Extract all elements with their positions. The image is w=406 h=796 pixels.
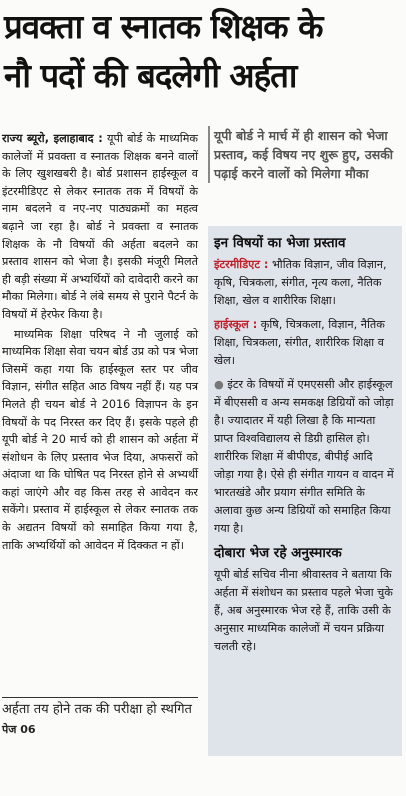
- body-paragraph-1-text: यूपी बोर्ड के माध्यमिक कालेजों में प्रवक्ता व स्नातक शिक्षक बनने वालों के लिए खुशखबरी है। बोर्ड प्रशासन हाईस्कूल व इंटरमीडिएट से लेकर स्नातक तक में विषयों के नाम बदलने व नए-नए पाठ्यक्रमों का महत्व बढ़ाने जा रहा है। बोर्ड ने प्रवक्ता व स्नातक शिक्षक के नौ विषयों की अर्हता बदलने का प्रस्ताव शासन को भेजा है। इसकी मंजूरी मिलते ही बड़ी संख्या में अभ्यर्थियों को दावेदारी करने का मौका मिलेगा। बोर्ड ने लंबे समय से पुराने पैटर्न के विषयों में हेरफेर किया है।: [2, 132, 198, 321]
- intermediate-text: भौतिक विज्ञान, जीव विज्ञान, कृषि, चित्रकला, संगीत, नृत्य कला, नैतिक शिक्षा, खेल व शारीरिक शिक्षा।: [214, 258, 387, 307]
- highschool-text: कृषि, चित्रकला, विज्ञान, नैतिक शिक्षा, चित्रकला, संगीत, शारीरिक शिक्षा व खेल।: [214, 318, 385, 367]
- highschool-label: हाईस्कूल :: [214, 318, 258, 331]
- highschool-subjects: [214, 316, 396, 370]
- teaser[interactable]: [2, 697, 198, 740]
- deck: यूपी बोर्ड ने मार्च में ही शासन को भेजा प्रस्ताव, कई विषय नए शुरू हुए, उसकी पढ़ाई करने वालों को मिलेगा मौका: [208, 126, 404, 183]
- dateline: राज्य ब्यूरो, इलाहाबाद :: [2, 132, 103, 145]
- box-heading-subjects: इन विषयों का भेजा प्रस्ताव: [214, 235, 346, 251]
- teaser-text: अर्हता तय होने तक की परीक्षा हो स्थगित: [2, 702, 192, 717]
- box-paragraph-text: इंटर के विषयों में एमएससी और हाईस्कूल में बीएससी व अन्य समकक्ष डिग्रियों को जोड़ा है। ज्यादातर में यही लिखा है कि मान्यता प्राप्त विश्वविद्यालय से डिग्री हासिल हो। शारीरिक शिक्षा में बीपीएड, बीपीई आदि जोड़ा गया है। ऐसे ही संगीत गायन व वादन में भारतखंडे और प्रयाग संगीत समिति के अलावा कुछ अन्य डिग्रियों को समाहित किया गया है।: [214, 378, 394, 535]
- box-paragraph: [214, 376, 396, 538]
- headline: [4, 2, 404, 100]
- box-paragraph-2: यूपी बोर्ड सचिव नीना श्रीवास्तव ने बताया कि अर्हता में संशोधन का प्रस्ताव पहले भेजा चुके हैं, अब अनुस्मारक भेज रहे हैं, ताकि उसी के अनुसार माध्यमिक कालेजों में चयन प्रक्रिया चलती रहे।: [214, 568, 393, 653]
- info-box: [208, 226, 402, 756]
- intermediate-label: इंटरमीडिएट :: [214, 258, 269, 271]
- bullet-icon: ●: [214, 378, 224, 391]
- headline-line-2: नौ पदों की बदलेगी अर्हता: [4, 56, 297, 95]
- body-paragraph-2: माध्यमिक शिक्षा परिषद ने नौ जुलाई को माध्यमिक शिक्षा सेवा चयन बोर्ड उप्र को पत्र भेजा जिसमें कहा गया कि हाईस्कूल स्तर पर जीव विज्ञान, संगीत सहित आठ विषय नहीं हैं। यह पत्र मिलते ही चयन बोर्ड ने 2016 विज्ञापन के इन विषयों के पद निरस्त कर दिए हैं। इसके पहले ही यूपी बोर्ड ने 20 मार्च को ही शासन को अर्हता में संशोधन के लिए प्रस्ताव भेज दिया, अफसरों को अंदाजा था कि घोषित पद निरस्त होने से अभ्यर्थी कहां जाएंगे और वह किस तरह से आवेदन कर सकेंगे। प्रस्ताव में हाईस्कूल से लेकर स्नातक तक के अद्यतन विषयों को समाहित किया गया है, ताकि अभ्यर्थियों को आवेदन में दिक्कत न हों।: [2, 327, 198, 552]
- intermediate-subjects: [214, 256, 396, 310]
- deck-column: [208, 126, 404, 183]
- page-reference: पेज 06: [2, 723, 36, 736]
- box-heading-reminder: दोबारा भेज रहे अनुस्मारक: [214, 545, 342, 561]
- body-paragraph-1: [2, 130, 198, 324]
- headline-line-1: प्रवक्ता व स्नातक शिक्षक के: [4, 7, 323, 46]
- article-body: [2, 130, 198, 554]
